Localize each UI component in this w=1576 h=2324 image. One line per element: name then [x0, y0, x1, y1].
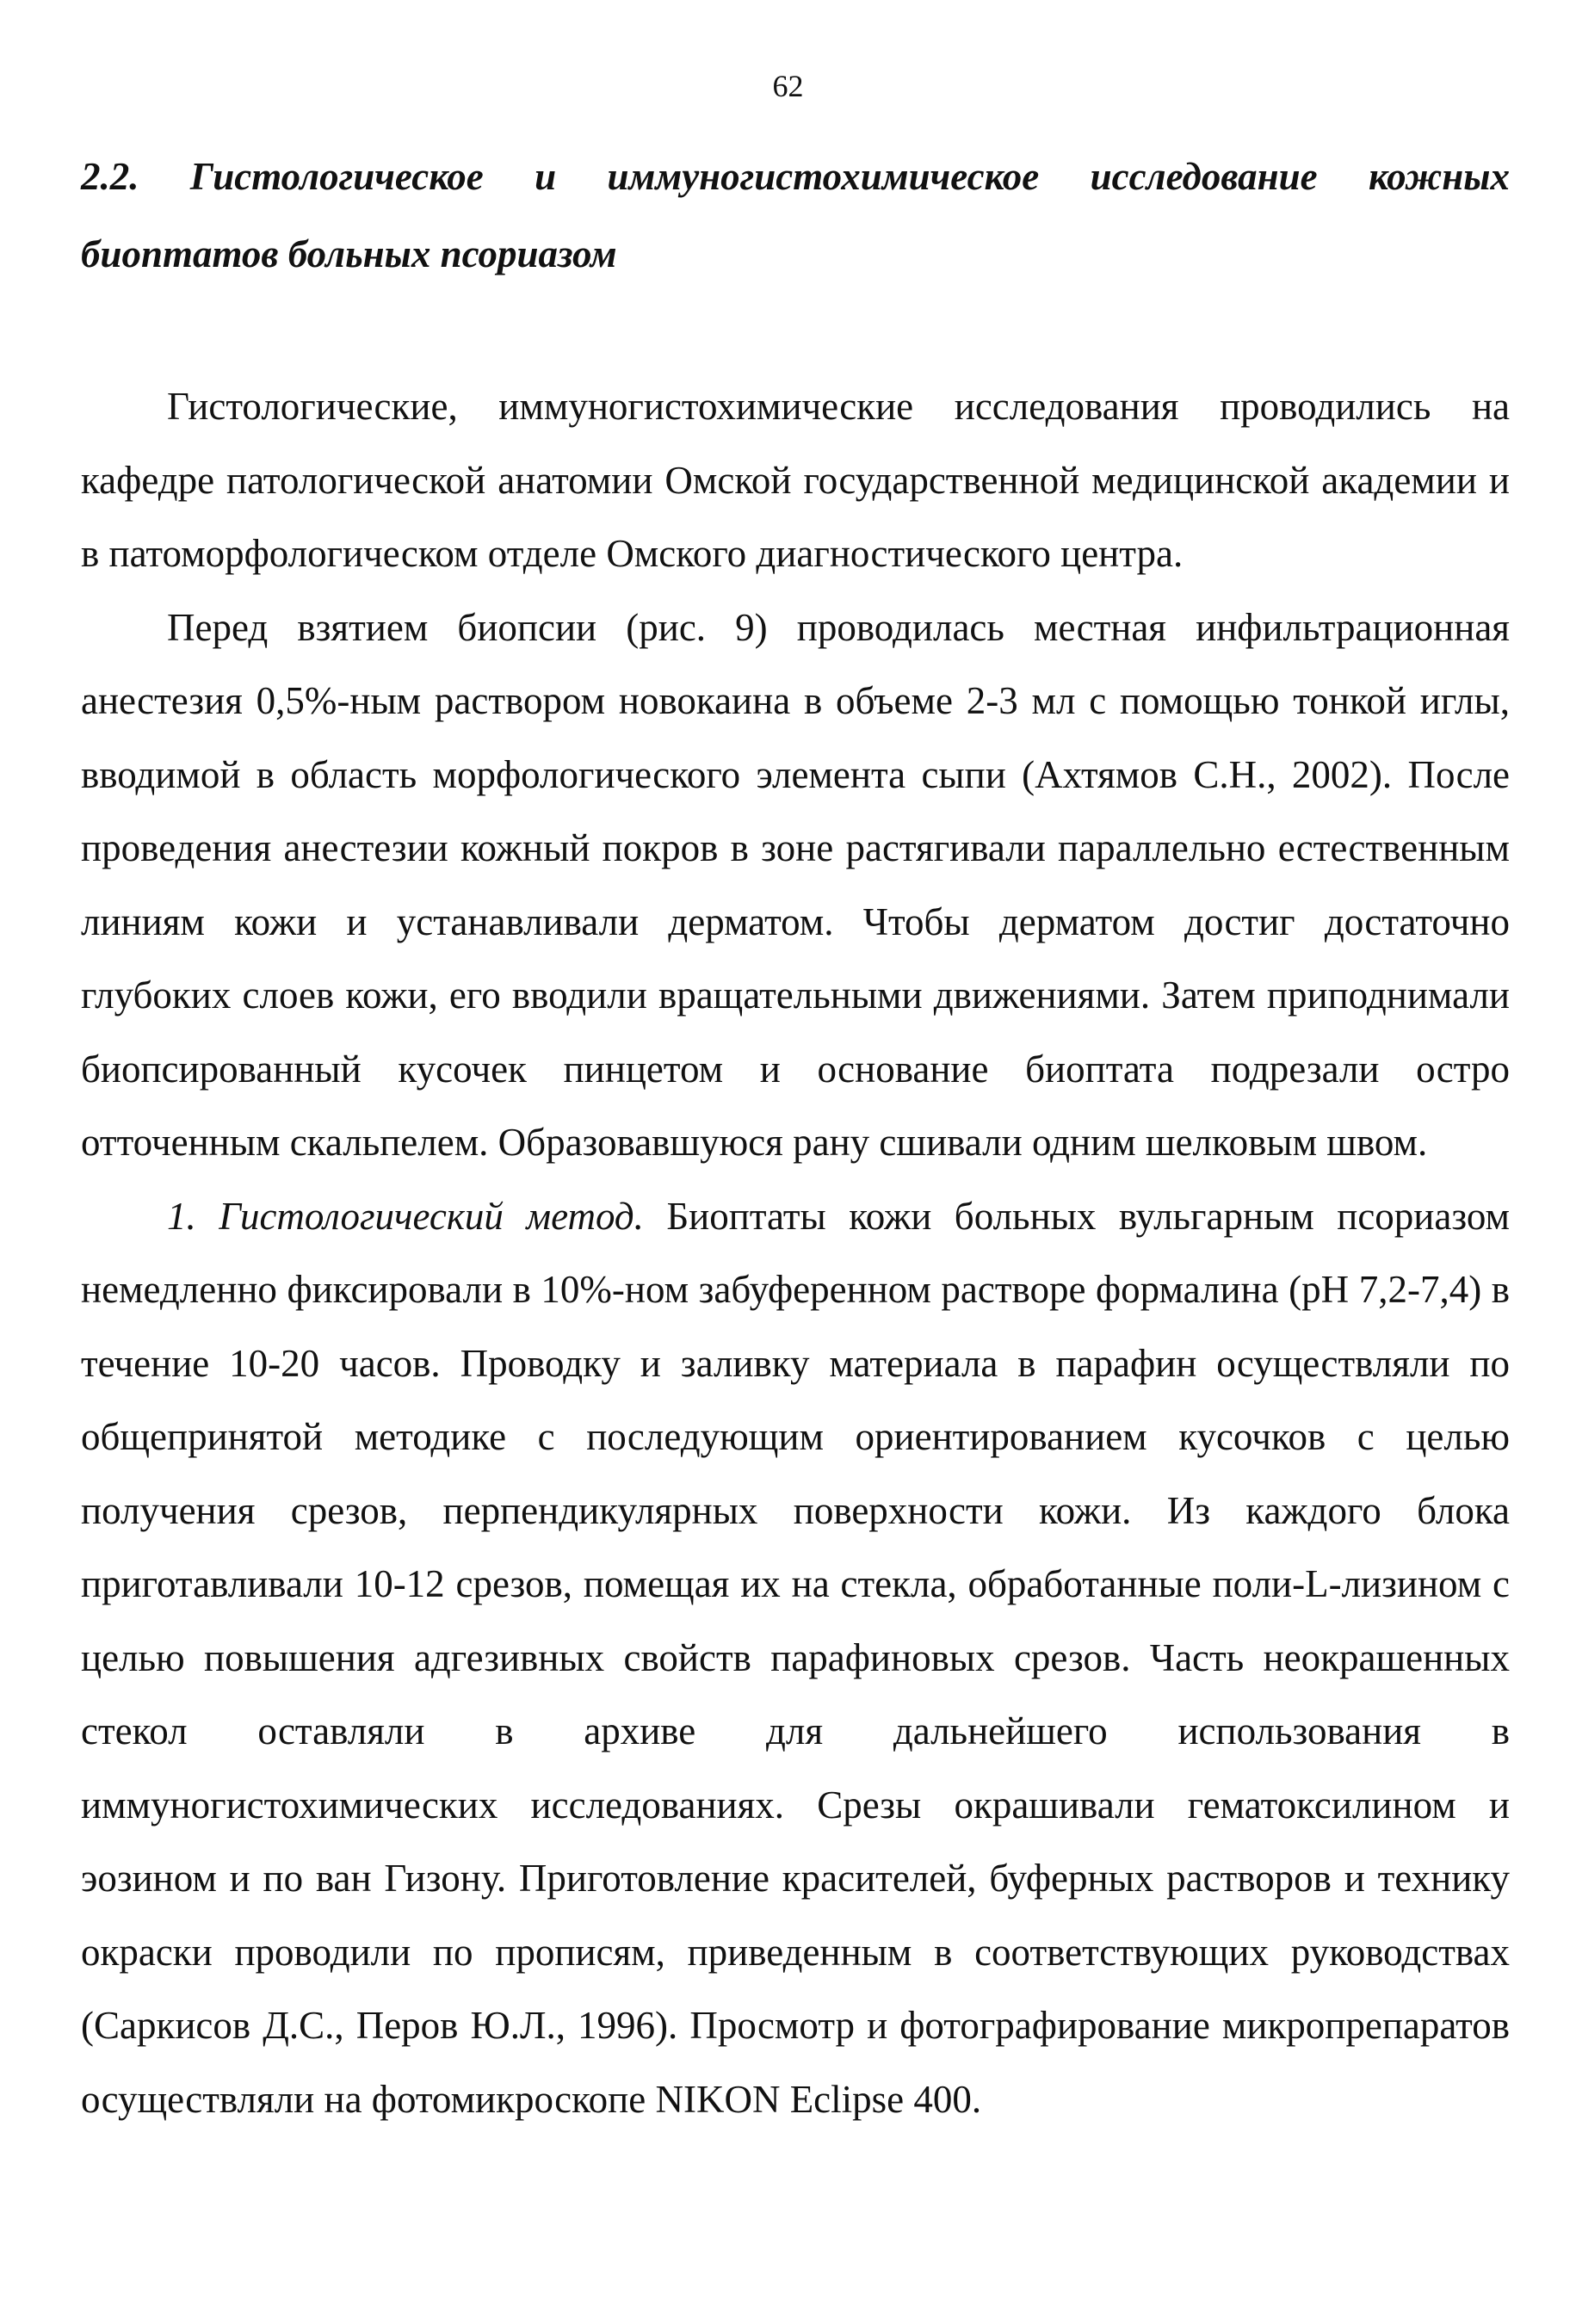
- section-heading: 2.2. Гистологическое и иммуногистохимическое исследование кожных биоптатов больных псориазом: [81, 155, 1510, 275]
- method-title: 1. Гистологический метод.: [167, 1194, 644, 1238]
- paragraph-histological-method: [81, 1180, 1510, 2137]
- body-text: [81, 370, 1510, 2136]
- paragraph-biopsy: Перед взятием биопсии (рис. 9) проводилась местная инфильтрационная анестезия 0,5%-ным раствором новокаина в объеме 2-3 мл с помощью тонкой иглы, вводимой в область морфологического элемента сыпи (Ахтямов С.Н., 2002). После проведения анестезии кожный покров в зоне растягивали параллельно естественным линиям кожи и устанавливали дерматом. Чтобы дерматом достиг достаточно глубоких слоев кожи, его вводили вращательными движениями. Затем приподнимали биопсированный кусочек пинцетом и основание биоптата подрезали остро отточенным скальпелем. Образовавшуюся рану сшивали одним шелковым швом.: [81, 605, 1510, 1164]
- method-text: Биоптаты кожи больных вульгарным псориазом немедленно фиксировали в 10%-ном забуференном растворе формалина (pH 7,2-7,4) в течение 10-20 часов. Проводку и заливку материала в парафин осуществляли по общепринятой методике с последующим ориентированием кусочков с целью получения срезов, перпендикулярных поверхности кожи. Из каждого блока приготавливали 10-12 срезов, помещая их на стекла, обработанные поли-L-лизином с целью повышения адгезивных свойств парафиновых срезов. Часть неокрашенных стекол оставляли в архиве для дальнейшего использования в иммуногистохимических исследованиях. Срезы окрашивали гематоксилином и эозином и по ван Гизону. Приготовление красителей, буферных растворов и технику окраски проводили по прописям, приведенным в соответствующих руководствах (Саркисов Д.С., Перов Ю.Л., 1996). Просмотр и фотографирование микропрепаратов осуществляли на фотомикроскопе NIKON Eclipse 400.: [81, 1194, 1510, 2121]
- page-number: 62: [772, 69, 804, 103]
- paragraph-intro: Гистологические, иммуногистохимические исследования проводились на кафедре патологической анатомии Омской государственной медицинской академии и в патоморфологическом отделе Омского диагностического центра.: [81, 385, 1510, 575]
